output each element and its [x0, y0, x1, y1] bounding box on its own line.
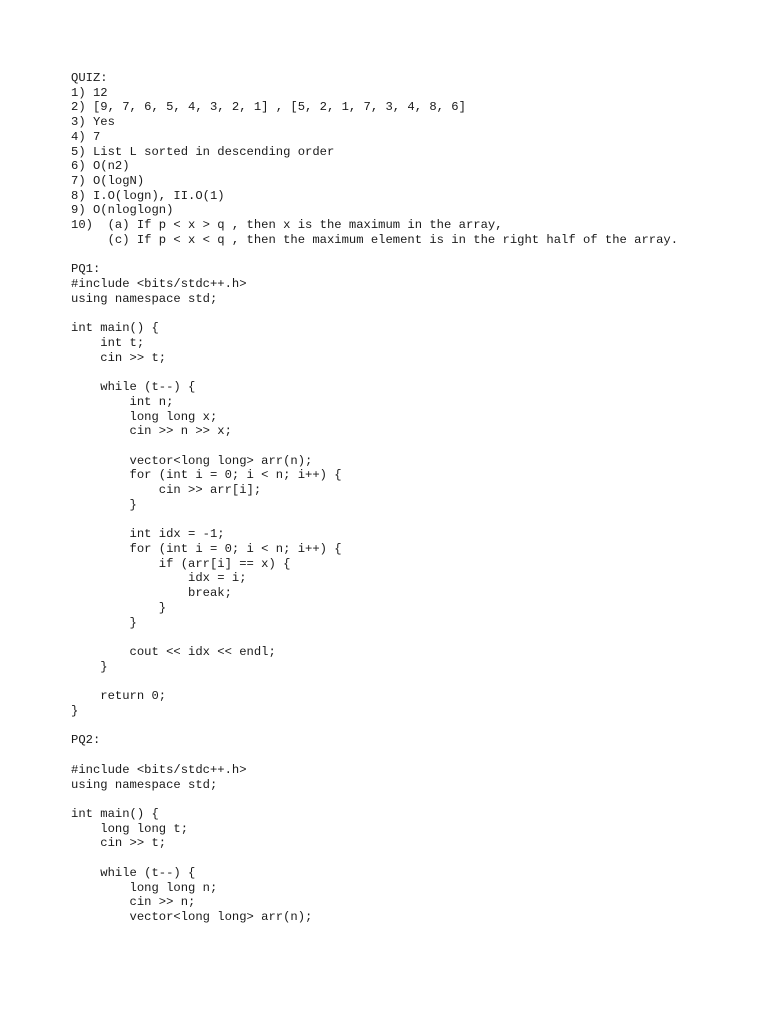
text-line: cin >> arr[i];	[71, 483, 262, 498]
text-line: while (t--) {	[71, 380, 196, 395]
text-line: long long x;	[71, 409, 218, 424]
text-line	[71, 674, 751, 689]
text-line: 3) Yes	[71, 115, 115, 130]
text-line: vector<long long> arr(n);	[71, 909, 313, 924]
text-line: #include <bits/stdc++.h>	[71, 277, 247, 292]
text-line: }	[71, 600, 167, 615]
text-line: cin >> n;	[71, 895, 196, 910]
text-line: long long n;	[71, 880, 218, 895]
text-line: if (arr[i] == x) {	[71, 556, 291, 571]
text-line	[71, 719, 751, 734]
text-line: }	[71, 497, 137, 512]
text-line: }	[71, 659, 108, 674]
text-line: #include <bits/stdc++.h>	[71, 762, 247, 777]
text-line	[71, 365, 751, 380]
text-line	[71, 307, 751, 322]
text-line: (c) If p < x < q , then the maximum element is in the right half of the array.	[71, 232, 679, 247]
text-line: 5) List L sorted in descending order	[71, 144, 335, 159]
text-line: cin >> t;	[71, 836, 167, 851]
text-line: vector<long long> arr(n);	[71, 453, 313, 468]
text-line: cin >> t;	[71, 350, 167, 365]
text-line	[71, 748, 751, 763]
text-line: 4) 7	[71, 129, 101, 144]
text-line: 10) (a) If p < x > q , then x is the maximum in the array,	[71, 218, 503, 233]
text-line	[71, 851, 751, 866]
text-line: long long t;	[71, 821, 189, 836]
text-line: while (t--) {	[71, 865, 196, 880]
text-line: cin >> n >> x;	[71, 424, 232, 439]
text-line: }	[71, 615, 137, 630]
text-line: PQ1:	[71, 262, 101, 277]
text-line	[71, 630, 751, 645]
text-line: for (int i = 0; i < n; i++) {	[71, 468, 342, 483]
text-line: 9) O(nloglogn)	[71, 203, 174, 218]
text-line: using namespace std;	[71, 291, 218, 306]
text-line	[71, 248, 751, 263]
text-line: 2) [9, 7, 6, 5, 4, 3, 2, 1] , [5, 2, 1, 7, 3, 4, 8, 6]	[71, 100, 466, 115]
text-line: int n;	[71, 394, 174, 409]
text-line: return 0;	[71, 689, 167, 704]
text-line: idx = i;	[71, 571, 247, 586]
text-line: break;	[71, 586, 232, 601]
text-line: int idx = -1;	[71, 527, 225, 542]
text-line: 8) I.O(logn), II.O(1)	[71, 188, 225, 203]
text-line: 6) O(n2)	[71, 159, 130, 174]
text-line: int t;	[71, 335, 145, 350]
text-line: int main() {	[71, 806, 159, 821]
document-page	[71, 71, 751, 925]
text-line: using namespace std;	[71, 777, 218, 792]
text-line: }	[71, 703, 79, 718]
text-line	[71, 439, 751, 454]
text-line	[71, 513, 751, 528]
text-line: cout << idx << endl;	[71, 645, 276, 660]
text-line: 1) 12	[71, 85, 108, 100]
text-line: for (int i = 0; i < n; i++) {	[71, 542, 342, 556]
text-line: PQ2:	[71, 733, 101, 748]
text-line: int main() {	[71, 321, 159, 336]
text-line	[71, 792, 751, 807]
text-line: QUIZ:	[71, 71, 108, 85]
text-line: 7) O(logN)	[71, 174, 145, 189]
